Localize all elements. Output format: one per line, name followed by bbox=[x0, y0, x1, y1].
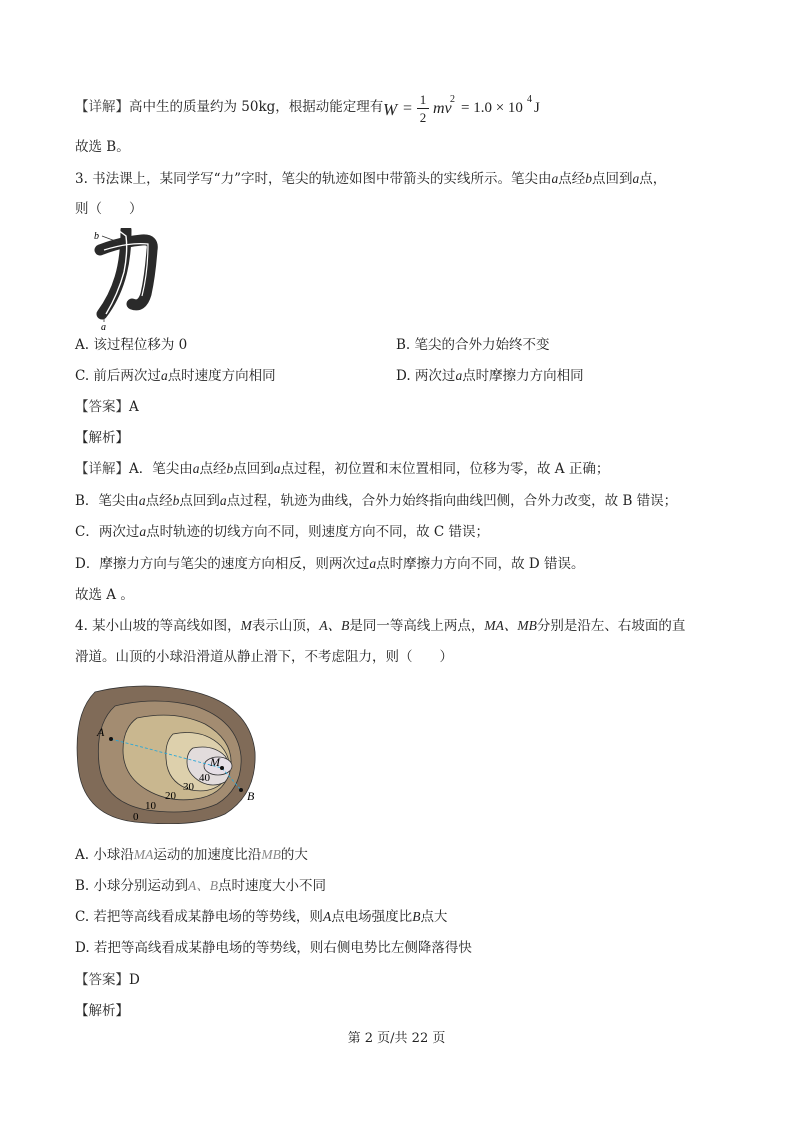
label-A: A bbox=[97, 725, 105, 739]
q3-analysis-label: 【解析】 bbox=[75, 430, 129, 446]
q4-answer: 【答案】D bbox=[75, 972, 140, 988]
q3-explanation-2: B．笔尖由a点经b点回到a点过程，轨迹为曲线，合外力始终指向曲线凹侧，合外力改变，故 B 错误； bbox=[75, 493, 678, 509]
label-M: M bbox=[210, 755, 220, 769]
q4-option-d: D. 若把等高线看成某静电场的等势线，则右侧电势比左侧降落得快 bbox=[75, 940, 472, 956]
contour-label-10: 10 bbox=[145, 800, 156, 812]
q3-option-d: D. 两次过a点时摩擦力方向相同 bbox=[396, 368, 584, 384]
contour-label-40: 40 bbox=[199, 772, 210, 784]
prev-conclusion: 故选 B。 bbox=[75, 139, 130, 155]
q3-explanation-1: 【详解】A．笔尖由a点经b点回到a点过程，初位置和末位置相同，位移为零，故 A 正确； bbox=[75, 461, 610, 477]
label-a: a bbox=[101, 322, 106, 330]
q3-option-c: C. 前后两次过a点时速度方向相同 bbox=[75, 368, 276, 384]
contour-label-20: 20 bbox=[165, 790, 176, 802]
q4-stem-line1: 4. 某小山坡的等高线如图，M表示山顶，A、B是同一等高线上两点，MA、MB分别是沿左、右坡面的直 bbox=[75, 618, 686, 634]
page-footer: 第 2 页/共 22 页 bbox=[347, 1031, 446, 1046]
detail-label: 【详解】 bbox=[75, 99, 129, 115]
contour-label-30: 30 bbox=[183, 781, 194, 793]
q4-option-a: A. 小球沿MA运动的加速度比沿MB的大 bbox=[75, 847, 308, 863]
label-b: b bbox=[94, 231, 99, 242]
q3-explanation-4: D．摩擦力方向与笔尖的速度方向相反，则两次过a点时摩擦力方向不同，故 D 错误。 bbox=[75, 556, 585, 572]
q4-analysis-label: 【解析】 bbox=[75, 1003, 129, 1019]
kinetic-energy-formula: W = 1 2 mv 2 = 1.0 × 10 4 J bbox=[383, 92, 540, 125]
q3-stem-line1: 3. 书法课上，某同学写“力”字时，笔尖的轨迹如图中带箭头的实线所示。笔尖由a点经b点回到a点， bbox=[75, 171, 667, 187]
q3-option-a: A. 该过程位移为 0 bbox=[75, 337, 188, 353]
q4-option-c: C. 若把等高线看成某静电场的等势线，则A点电场强度比B点大 bbox=[75, 909, 448, 925]
contour-map-figure bbox=[75, 684, 260, 824]
contour-label-0: 0 bbox=[133, 811, 139, 823]
q3-stem-line2: 则（ ） bbox=[75, 201, 143, 217]
calligraphy-figure bbox=[90, 228, 162, 330]
q3-conclusion: 故选 A 。 bbox=[75, 587, 134, 603]
fraction-one-half: 1 2 bbox=[417, 92, 429, 125]
detail-text: 高中生的质量约为 50kg，根据动能定理有 bbox=[129, 99, 384, 115]
q3-explanation-3: C．两次过a点时轨迹的切线方向不同，则速度方向不同，故 C 错误； bbox=[75, 524, 490, 540]
q3-answer: 【答案】A bbox=[75, 399, 139, 415]
q3-option-b: B. 笔尖的合外力始终不变 bbox=[396, 337, 550, 353]
q4-option-b: B. 小球分别运动到A、B点时速度大小不同 bbox=[75, 878, 327, 894]
label-B: B bbox=[247, 789, 255, 803]
prev-detail-line bbox=[75, 98, 383, 116]
q4-stem-line2: 滑道。山顶的小球沿滑道从静止滑下，不考虑阻力，则（ ） bbox=[75, 649, 453, 665]
